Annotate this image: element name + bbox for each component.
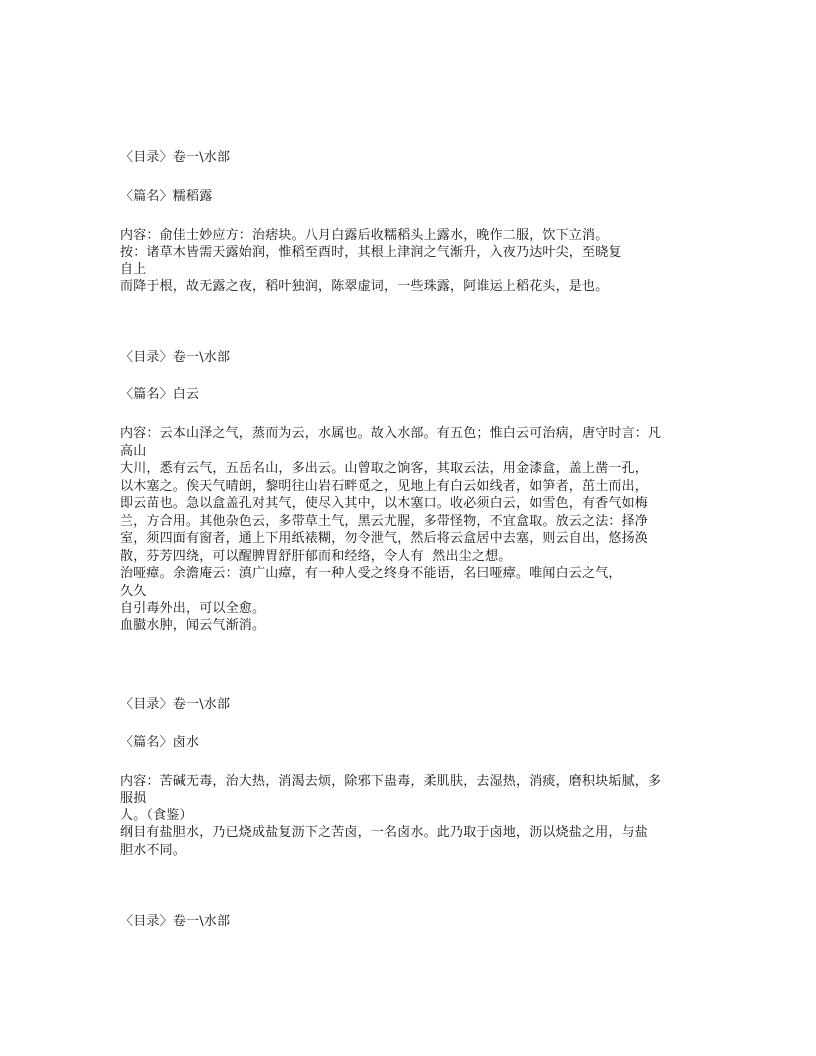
content-line: 人。（食鉴） bbox=[120, 808, 193, 823]
content-line: 自引毒外出，可以全愈。 bbox=[120, 601, 266, 616]
content-line: 久久 bbox=[120, 584, 147, 599]
content-line: 内容：俞佳士妙应方：治痞块。八月白露后收糯稻头上露水，晚作二服，饮下立消。 bbox=[120, 228, 609, 243]
content-line: 治哑瘴。余澹庵云：滇广山瘴，有一种人受之终身不能语，名曰哑瘴。唯闻白云之气， bbox=[120, 566, 622, 581]
content-line: 内容：苦碱无毒，治大热，消渴去烦，除邪下蛊毒，柔肌肤，去湿热，消痰，磨积块垢腻，多 bbox=[120, 774, 662, 789]
content-line: 而降于根，故无露之夜，稻叶独润，陈翠虚词，一些珠露，阿谁运上稻花头，是也。 bbox=[120, 279, 609, 294]
content-line: 内容：云本山泽之气，蒸而为云，水属也。故入水部。有五色；惟白云可治病，唐守时言：凡 bbox=[120, 426, 662, 441]
section-title: 〈篇名〉白云 bbox=[120, 387, 200, 402]
catalog-heading: 〈目录〉卷一\水部 bbox=[120, 697, 231, 712]
catalog-heading: 〈目录〉卷一\水部 bbox=[120, 350, 231, 365]
content-line: 大川，悉有云气，五岳名山，多出云。山曾取之饷客，其取云法，用金漆盒，盖上凿一孔， bbox=[120, 461, 649, 476]
content-line: 服损 bbox=[120, 791, 147, 806]
content-line: 以木塞之。俟天气晴朗，黎明往山岩石畔觅之，见地上有白云如线者，如笋者，茁土而出， bbox=[120, 479, 649, 494]
content-line: 即云苗也。急以盒盖孔对其气，使尽入其中，以木塞口。收必须白云，如雪色，有香气如梅 bbox=[120, 496, 649, 511]
content-line: 自上 bbox=[120, 262, 147, 277]
content-line: 散，芬芳四绕，可以醒脾胃舒肝郁而和经络，令人有 然出尘之想。 bbox=[120, 549, 512, 564]
section-title: 〈篇名〉糯稻露 bbox=[120, 189, 213, 204]
content-line: 胆水不同。 bbox=[120, 843, 187, 858]
content-line: 按：诸草木皆需天露始润，惟稻至酉时，其根上津润之气渐升，入夜乃达叶尖，至晓复 bbox=[120, 245, 622, 260]
catalog-heading: 〈目录〉卷一\水部 bbox=[120, 914, 231, 929]
content-line: 血臌水肿，闻云气渐消。 bbox=[120, 618, 266, 633]
content-line: 室，须四面有窗者，通上下用纸裱糊，勿令泄气，然后将云盒居中去塞，则云自出，悠扬涣 bbox=[120, 531, 649, 546]
content-line: 纲目有盐胆水，乃已烧成盐复沥下之苦卤，一名卤水。此乃取于卤地，沥以烧盐之用，与盐 bbox=[120, 825, 649, 840]
content-line: 高山 bbox=[120, 444, 147, 459]
content-line: 兰，方合用。其他杂色云，多带草土气，黑云尤腥，多带怪物，不宜盒取。放云之法：择净 bbox=[120, 514, 649, 529]
section-title: 〈篇名〉卤水 bbox=[120, 735, 200, 750]
catalog-heading: 〈目录〉卷一\水部 bbox=[120, 150, 231, 165]
